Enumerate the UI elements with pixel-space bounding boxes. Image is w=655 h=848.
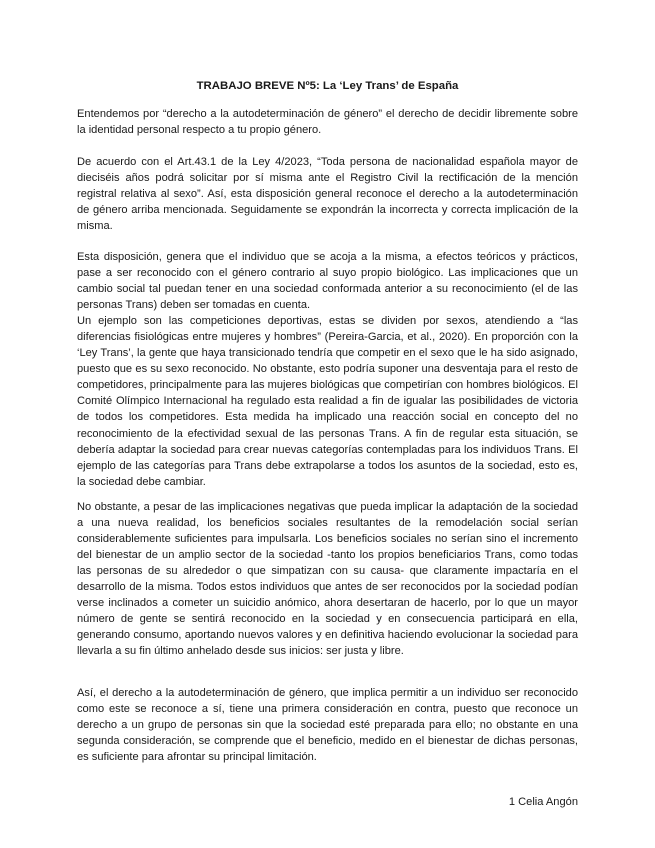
paragraph-text: Entendemos por “derecho a la autodeterminación de género” el derecho de decidir libremente sobre la identidad personal respecto a tu propio género. [77, 108, 578, 137]
paragraph-text: Esta disposición, genera que el individuo que se acoja a la misma, a efectos teóricos y prácticos, pase a ser reconocido con el género contrario al suyo propio biológico. Las implicaciones que un cambio social tal puedan tener en una sociedad conformada anterior a su reconocimiento (el de las personas Trans) deben ser tomadas en cuenta. [77, 251, 578, 312]
document-title: TRABAJO BREVE Nº5: La ‘Ley Trans’ de España [196, 80, 459, 92]
page-footer-author: 1 Celia Angón [508, 796, 578, 808]
paragraph-text: Así, el derecho a la autodeterminación de género, que implica permitir a un individuo ser reconocido como este se reconoce a sí, tiene una primera consideración en contra, puesto que reconoce un derecho a un grupo de personas sin que la sociedad esté preparada para ello; no obstante en una segunda consideración, se comprende que el beneficio, medido en el bienestar de dichas personas, es suficiente para afrontar su principal limitación. [77, 687, 578, 764]
paragraph-definition [77, 106, 578, 138]
paragraph-implications [77, 249, 578, 490]
paragraph-text: Un ejemplo son las competiciones deportivas, estas se dividen por sexos, atendiendo a “las diferencias fisiológicas entre mujeres y hombres” (Pereira-Garcia, et al., 2020). En proporción con la ‘Ley Trans’, la gente que haya transicionado tendría que competir en el sexo que le ha sido asignado, puesto que es su sexo reconocido. No obstante, esto podría suponer una desventaja para el resto de competidores, principalmente para las mujeres biológicas que competirían con hombres biológicos. El Comité Olímpico Internacional ha regulado esta realidad a fin de igualar las posibilidades de victoria de todos los competidores. Esta medida ha implicado una reacción social en concepto del no reconocimiento de la efectividad sexual de las personas Trans. A fin de regular esta situación, se debería adaptar la sociedad para crear nuevas categorías contempladas para los individuos Trans. El ejemplo de las categorías para Trans debe extrapolarse a todos los asuntos de la sociedad, esto es, la sociedad debe cambiar. [77, 315, 578, 488]
paragraph-benefits [77, 499, 578, 659]
paragraph-conclusion [77, 685, 578, 765]
paragraph-text: De acuerdo con el Art.43.1 de la Ley 4/2023, “Toda persona de nacionalidad española mayor de dieciséis años podrá solicitar por sí misma ante el Registro Civil la rectificación de la mención registral relativa al sexo”. Así, esta disposición general reconoce el derecho a la autodeterminación de género arriba mencionada. Seguidamente se expondrán la incorrecta y correcta implicación de la misma. [77, 156, 578, 233]
paragraph-text: No obstante, a pesar de las implicaciones negativas que pueda implicar la adaptación de la sociedad a una nueva realidad, los beneficios sociales resultantes de la remodelación social serían considerablemente suficientes para impulsarla. Los beneficios sociales no serían sino el incremento del bienestar de un amplio sector de la sociedad -tanto los propios beneficiarios Trans, como todas las personas de su alrededor o que simpatizan con su causa- que claramente impactaría en el desarrollo de la misma. Todos estos individuos que antes de ser reconocidos por la sociedad podían verse inclinados a cometer un suicidio anómico, ahora desertaran de hacerlo, por lo que un mayor número de gente se sentirá reconocido en la sociedad y en consecuencia participará en ella, generando consumo, aportando nuevos valores y en definitiva haciendo evolucionar la sociedad para llevarla a su fin último anhelado desde sus inicios: ser justa y libre. [77, 501, 578, 658]
paragraph-legal-basis [77, 154, 578, 234]
